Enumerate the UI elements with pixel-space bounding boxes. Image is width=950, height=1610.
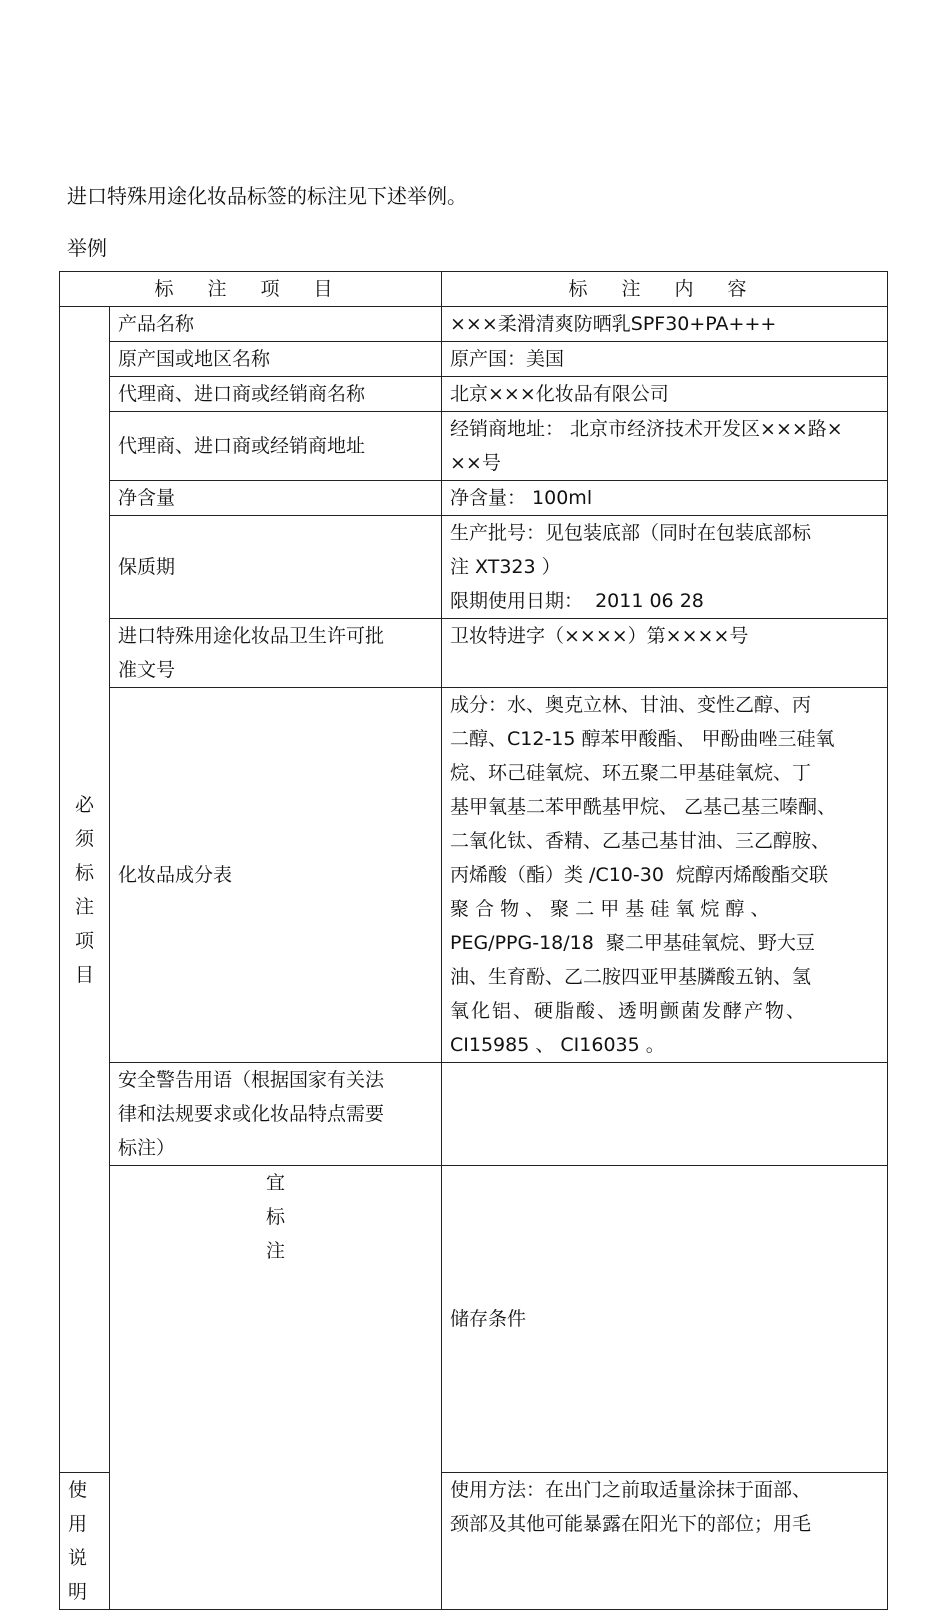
content-agent-address [442,412,888,481]
content-product-name: ×××柔滑清爽防晒乳SPF30+PA+++ [442,307,888,342]
ingredient-line: 二氧化钛、香精、乙基己基甘油、三乙醇胺、 [450,830,831,852]
content-line: 限期使用日期： 2011 06 28 [450,590,704,612]
table-row [60,619,888,688]
required-char: 须 [74,827,94,850]
table-row [60,377,888,412]
item-shelf-life: 保质期 [110,516,442,619]
optional-char: 标 [265,1206,285,1228]
content-line: 注 XT323 ） [450,556,561,578]
ingredient-line: 基甲氧基二苯甲酰基甲烷、 乙基己基三嗪酮、 [450,796,837,818]
table-row [60,688,888,1063]
content-line: ××号 [450,452,501,474]
intro-paragraph: 进口特殊用途化妆品标签的标注见下述举例。 [67,184,467,208]
optional-char: 宜 [265,1172,285,1194]
item-line: 进口特殊用途化妆品卫生许可批 [118,625,385,647]
ingredient-line: 烷、环己硅氧烷、环五聚二甲基硅氧烷、丁 [450,762,812,784]
content-safety-warning [442,1063,888,1166]
table-header-row [60,272,888,307]
table-row [60,481,888,516]
labeling-table [59,271,888,1610]
item-agent-address: 代理商、进口商或经销商地址 [110,412,442,481]
content-line: 生产批号：见包装底部（同时在包装底部标 [450,522,812,544]
item-net-content: 净含量 [110,481,442,516]
item-usage: 使用说明 [60,1473,110,1610]
content-origin: 原产国：美国 [442,342,888,377]
ingredient-line: CI15985 、 CI16035 。 [450,1034,665,1056]
table-row [60,516,888,619]
item-safety-warning [110,1063,442,1166]
required-char: 标 [74,861,94,884]
required-char: 注 [74,895,94,918]
ingredient-line: PEG/PPG-18/18 聚二甲基硅氧烷、野大豆 [450,932,815,954]
table-row [60,342,888,377]
ingredient-line: 二醇、C12-15 醇苯甲酸酯、 甲酚曲唑三硅氧 [450,728,835,750]
content-ingredients [442,688,888,1063]
content-license: 卫妆特进字（××××）第××××号 [442,619,888,688]
item-line: 安全警告用语（根据国家有关法 [118,1069,385,1091]
ingredient-line: 聚 合 物 、 聚 二 甲 基 硅 氧 烷 醇 、 [450,898,770,920]
optional-char: 注 [265,1240,285,1262]
ingredient-line: 成分：水、奥克立林、甘油、变性乙醇、丙 [450,694,812,716]
header-item: 标 注 项 目 [60,272,442,307]
ingredient-line: 油、生育酚、乙二胺四亚甲基膦酸五钠、氢 [450,966,812,988]
header-content: 标 注 内 容 [442,272,888,307]
table-row [60,1063,888,1166]
table-row [60,412,888,481]
content-agent-name: 北京×××化妆品有限公司 [442,377,888,412]
item-ingredients: 化妆品成分表 [110,688,442,1063]
item-line: 准文号 [118,659,176,681]
ingredient-line: 丙烯酸（酯）类 /C10-30 烷醇丙烯酸酯交联 [450,864,828,886]
optional-group-label [110,1166,442,1610]
required-char: 目 [74,963,94,986]
required-char: 项 [74,929,94,952]
item-storage: 储存条件 [442,1166,888,1473]
table-row [60,307,888,342]
item-line: 律和法规要求或化妆品特点需要 [118,1103,385,1125]
required-group-label [60,307,110,1473]
example-heading: 举例 [67,236,107,260]
content-usage [442,1473,888,1610]
item-license [110,619,442,688]
table-row [60,1166,888,1473]
item-agent-name: 代理商、进口商或经销商名称 [110,377,442,412]
content-shelf-life [442,516,888,619]
content-line: 颈部及其他可能暴露在阳光下的部位；用毛 [450,1513,812,1535]
content-line: 使用方法：在出门之前取适量涂抹于面部、 [450,1479,812,1501]
item-origin: 原产国或地区名称 [110,342,442,377]
content-line: 经销商地址： 北京市经济技术开发区×××路× [450,418,843,440]
content-net-content: 净含量： 100ml [442,481,888,516]
ingredient-line: 氧化铝、硬脂酸、透明颤菌发酵产物、 [450,1000,808,1022]
item-line: 标注） [118,1137,176,1159]
item-product-name: 产品名称 [110,307,442,342]
required-char: 必 [74,793,94,816]
